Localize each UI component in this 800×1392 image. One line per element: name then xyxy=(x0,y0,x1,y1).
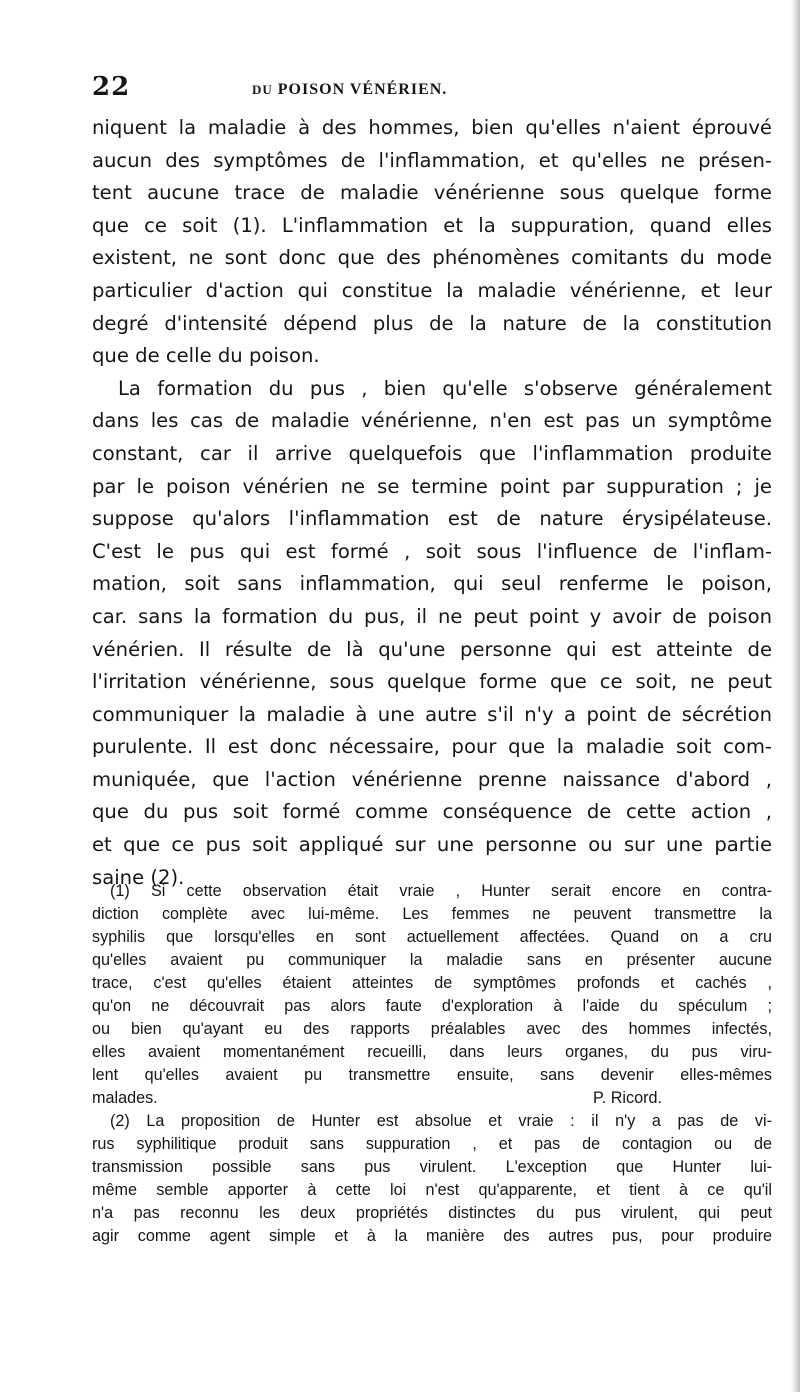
text-line: communiquer la maladie à une autre s'il n'y a point de sécrétion xyxy=(92,702,772,726)
footnote-1-line: ou bien qu'ayant eu des rapports préalables avec des hommes infectés, xyxy=(92,1020,772,1038)
text-line: C'est le pus qui est formé , soit sous l'influence de l'inflam- xyxy=(92,539,772,563)
running-title-prefix: DU xyxy=(252,82,273,97)
text-line: niquent la maladie à des hommes, bien qu'elles n'aient éprouvé xyxy=(92,116,772,139)
footnote-1-line: lent qu'elles avaient pu transmettre ensuite, sans devenir elles-mêmes xyxy=(92,1066,772,1084)
text-line: saine (2). xyxy=(92,865,185,889)
text-line: car. sans la formation du pus, il ne peut point y avoir de poison xyxy=(92,604,772,628)
footnote-2-line: transmission possible sans pus virulent. L'exception que Hunter lui- xyxy=(92,1158,772,1176)
text-line: vénérien. Il résulte de là qu'une personne qui est atteinte de xyxy=(92,637,772,661)
text-line: dans les cas de maladie vénérienne, n'en est pas un symptôme xyxy=(92,409,772,433)
text-line: par le poison vénérien ne se termine point par suppuration ; je xyxy=(92,474,772,498)
footnote-2-line: n'a pas reconnu les deux propriétés distinctes du pus virulent, qui peut xyxy=(92,1204,772,1222)
text-line: aucun des symptômes de l'inflammation, et qu'elles ne présen- xyxy=(92,148,772,172)
text-line: que de celle du poison. xyxy=(92,344,320,368)
page-number: 22 xyxy=(92,72,131,102)
footnote-2-line: rus syphilitique produit sans suppuration , et pas de contagion ou de xyxy=(92,1135,772,1153)
text-line: l'irritation vénérienne, sous quelque forme que ce soit, ne peut xyxy=(92,670,772,694)
text-line: suppose qu'alors l'inflammation est de nature érysipélateuse. xyxy=(92,507,772,531)
text-line: constant, car il arrive quelquefois que l'inflammation produite xyxy=(92,441,772,465)
running-title-main: POISON VÉNÉRIEN. xyxy=(277,81,448,98)
footnote-2-line: agir comme agent simple et à la manière des autres pus, pour produire xyxy=(92,1227,772,1245)
text-line: particulier d'action qui constitue la maladie vénérienne, et leur xyxy=(92,278,772,302)
footnote-1-line: syphilis que lorsqu'elles en sont actuellement affectées. Quand on a cru xyxy=(92,928,772,946)
page-header xyxy=(92,72,772,108)
page-edge-shadow xyxy=(790,0,800,1392)
text-line: mation, soit sans inflammation, qui seul renferme le poison, xyxy=(92,572,772,596)
footnote-1-line: trace, c'est qu'elles étaient atteintes de symptômes profonds et cachés , xyxy=(92,974,772,992)
footnote-1-line: elles avaient momentanément recueilli, dans leurs organes, du pus viru- xyxy=(92,1043,772,1061)
footnote-1-line: qu'elles avaient pu communiquer la maladie sans en présenter aucune xyxy=(92,951,772,969)
text-line: purulente. Il est donc nécessaire, pour que la maladie soit com- xyxy=(92,735,772,759)
text-line: La formation du pus , bien qu'elle s'observe généralement xyxy=(118,376,772,400)
text-line: tent aucune trace de maladie vénérienne sous quelque forme xyxy=(92,181,772,205)
main-text xyxy=(92,112,772,894)
text-line: que ce soit (1). L'inflammation et la suppuration, quand elles xyxy=(92,213,772,237)
text-line: que du pus soit formé comme conséquence de cette action , xyxy=(92,800,772,824)
footnote-1-line: diction complète avec lui-même. Les femmes ne peuvent transmettre la xyxy=(92,905,772,923)
footnote-2-line: même semble apporter à cette loi n'est qu'apparente, et tient à ce qu'il xyxy=(92,1181,772,1199)
text-line: muniquée, que l'action vénérienne prenne naissance d'abord , xyxy=(92,767,772,791)
running-title xyxy=(252,81,447,99)
footnote-2-line: (2) La proposition de Hunter est absolue et vraie : il n'y a pas de vi- xyxy=(110,1112,772,1130)
footnote-1-signature-line xyxy=(92,1087,772,1110)
text-line: et que ce pus soit appliqué sur une personne ou sur une partie xyxy=(92,833,772,857)
footnote-signature: P. Ricord. xyxy=(593,1089,662,1107)
footnote-1-line: (1) Si cette observation était vraie , Hunter serait encore en contra- xyxy=(110,882,772,900)
footnote-1-last-word: malades. xyxy=(92,1089,158,1107)
footnotes xyxy=(92,880,772,1248)
text-line: degré d'intensité dépend plus de la nature de la constitution xyxy=(92,311,772,335)
footnote-1-line: qu'on ne découvrait pas alors faute d'exploration à l'aide du spéculum ; xyxy=(92,997,772,1015)
text-line: existent, ne sont donc que des phénomènes comitants du mode xyxy=(92,246,772,270)
